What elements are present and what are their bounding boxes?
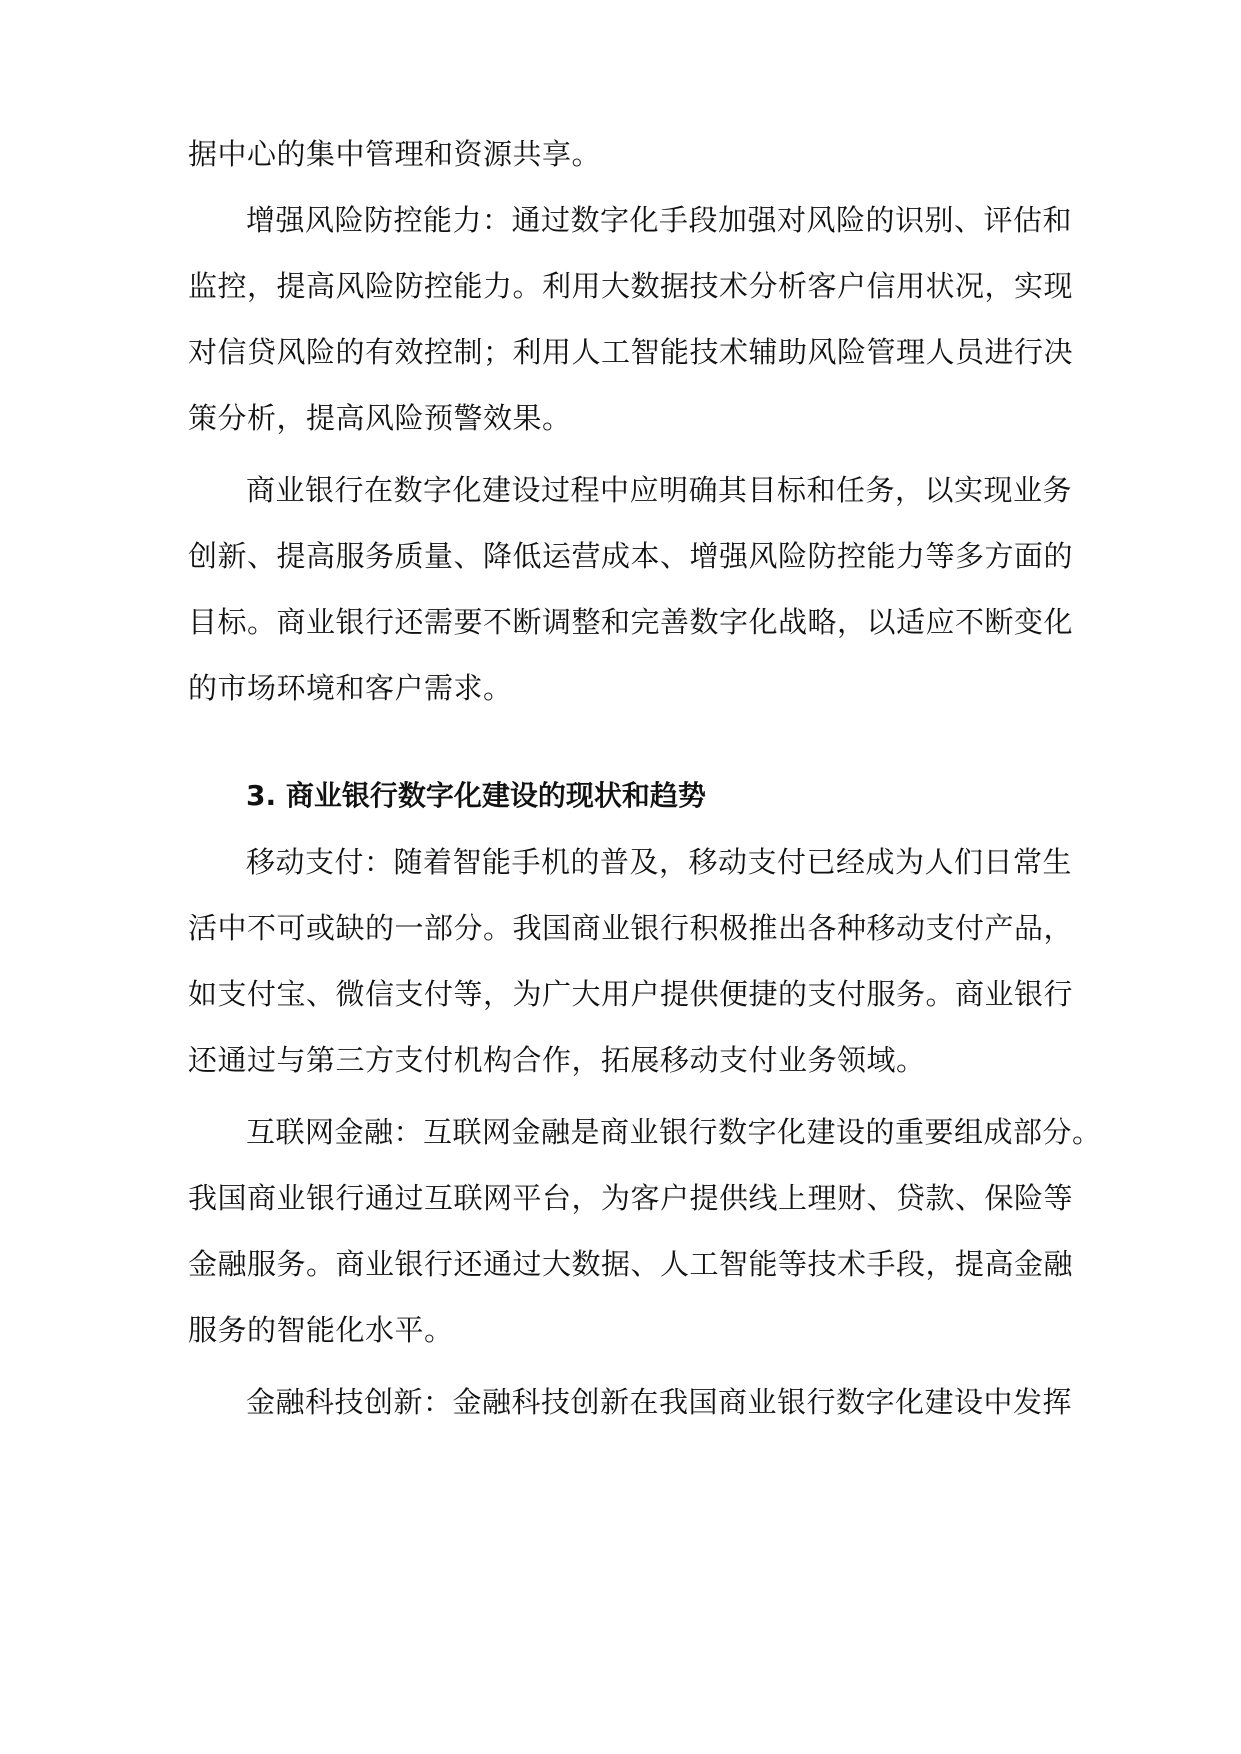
paragraph-line: 还通过与第三方支付机构合作，拓展移动支付业务领域。	[188, 1043, 926, 1077]
paragraph-line: 的市场环境和客户需求。	[188, 671, 513, 705]
paragraph-line: 如支付宝、微信支付等，为广大用户提供便捷的支付服务。商业银行	[188, 977, 1074, 1011]
paragraph-line: 服务的智能化水平。	[188, 1313, 454, 1347]
paragraph-line: 策分析，提高风险预警效果。	[188, 401, 572, 435]
paragraph-line: 移动支付：随着智能手机的普及，移动支付已经成为人们日常生	[246, 845, 1073, 879]
paragraph-line: 我国商业银行通过互联网平台，为客户提供线上理财、贷款、保险等	[188, 1181, 1074, 1215]
paragraph-line: 对信贷风险的有效控制；利用人工智能技术辅助风险管理人员进行决	[188, 335, 1074, 369]
paragraph-line: 活中不可或缺的一部分。我国商业银行积极推出各种移动支付产品，	[188, 911, 1074, 945]
paragraph-line: 目标。商业银行还需要不断调整和完善数字化战略，以适应不断变化	[188, 605, 1074, 639]
paragraph-line: 据中心的集中管理和资源共享。	[188, 137, 602, 171]
paragraph-line: 金融科技创新：金融科技创新在我国商业银行数字化建设中发挥	[246, 1385, 1073, 1419]
paragraph-line: 增强风险防控能力：通过数字化手段加强对风险的识别、评估和	[246, 203, 1073, 237]
paragraph-line: 互联网金融：互联网金融是商业银行数字化建设的重要组成部分。	[246, 1115, 1102, 1149]
paragraph-line: 监控，提高风险防控能力。利用大数据技术分析客户信用状况，实现	[188, 269, 1074, 303]
paragraph-line: 创新、提高服务质量、降低运营成本、增强风险防控能力等多方面的	[188, 539, 1074, 573]
paragraph-line: 金融服务。商业银行还通过大数据、人工智能等技术手段，提高金融	[188, 1247, 1074, 1281]
paragraph-line: 商业银行在数字化建设过程中应明确其目标和任务，以实现业务	[246, 473, 1073, 507]
section-heading: 3. 商业银行数字化建设的现状和趋势	[246, 779, 706, 812]
